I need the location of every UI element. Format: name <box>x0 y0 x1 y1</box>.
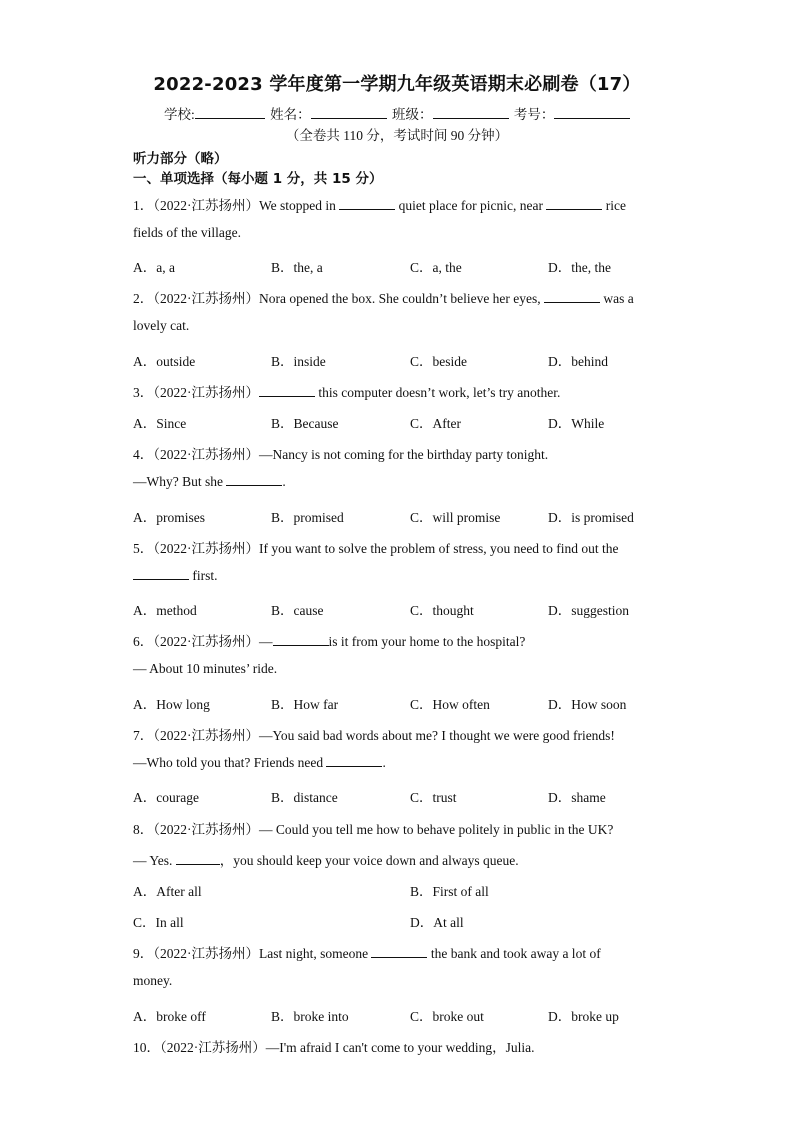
single-choice-section-heading: 一、单项选择（每小题 1 分，共 15 分） <box>133 171 383 187</box>
question-5-stem-cont <box>133 568 218 584</box>
question-5-option-d[interactable]: D．suggestion <box>548 603 629 618</box>
question-text: quiet place for picnic, near <box>395 198 547 213</box>
question-text: 9．（2022·江苏扬州）Last night, someone <box>133 946 372 961</box>
answer-blank[interactable] <box>339 198 395 210</box>
listening-section-heading: 听力部分（略） <box>133 151 228 167</box>
class-blank[interactable] <box>433 106 509 119</box>
question-text: this computer doesn’t work, let’s try another. <box>315 385 561 400</box>
question-1-option-a[interactable]: A．a, a <box>133 260 175 275</box>
question-text: . <box>282 474 286 489</box>
exam-number-label: 考号： <box>513 107 555 122</box>
question-8-stem-cont <box>133 849 519 869</box>
question-2-option-a[interactable]: A．outside <box>133 354 196 369</box>
answer-blank[interactable] <box>259 385 315 397</box>
question-8-option-c[interactable]: C．In all <box>133 915 184 930</box>
question-2-option-b[interactable]: B．inside <box>271 354 326 369</box>
question-text: first. <box>189 568 218 583</box>
question-10-stem: 10．（2022·江苏扬州）—I'm afraid I can't come to your wedding，Julia. <box>133 1040 535 1055</box>
answer-blank[interactable] <box>546 198 602 210</box>
question-text: . <box>382 755 386 770</box>
question-3-option-c[interactable]: C．After <box>410 416 461 431</box>
question-7-option-c[interactable]: C．trust <box>410 790 457 805</box>
answer-blank[interactable] <box>176 853 220 865</box>
question-1-stem-cont: fields of the village. <box>133 225 241 240</box>
question-7-option-d[interactable]: D．shame <box>548 790 606 805</box>
question-2-stem <box>133 287 634 307</box>
question-text: —Why? But she <box>133 474 227 489</box>
question-7-stem: 7．（2022·江苏扬州）—You said bad words about me? I thought we were good friends! <box>133 728 615 743</box>
question-5-option-c[interactable]: C．thought <box>410 603 474 618</box>
question-1-option-d[interactable]: D．the, the <box>548 260 611 275</box>
school-blank[interactable] <box>195 106 265 119</box>
question-3-option-a[interactable]: A．Since <box>133 416 187 431</box>
class-label: 班级： <box>392 107 433 122</box>
name-blank[interactable] <box>311 106 387 119</box>
student-info-line <box>164 103 632 123</box>
question-text: 6．（2022·江苏扬州）— <box>133 634 273 649</box>
question-1-option-c[interactable]: C．a, the <box>410 260 462 275</box>
question-8-option-a[interactable]: A．After all <box>133 884 202 899</box>
question-text: the bank and took away a lot of <box>427 946 601 961</box>
question-1-option-b[interactable]: B．the, a <box>271 260 323 275</box>
question-4-stem: 4．（2022·江苏扬州）—Nancy is not coming for the birthday party tonight. <box>133 447 549 462</box>
answer-blank[interactable] <box>133 568 189 580</box>
question-6-option-a[interactable]: A．How long <box>133 697 210 712</box>
question-2-stem-cont: lovely cat. <box>133 318 190 333</box>
question-8-option-d[interactable]: D．At all <box>410 915 464 930</box>
question-6-stem-cont: — About 10 minutes’ ride. <box>133 661 278 676</box>
answer-blank[interactable] <box>226 474 282 486</box>
question-8-stem: 8．（2022·江苏扬州）— Could you tell me how to behave politely in public in the UK? <box>133 822 614 837</box>
question-3-option-d[interactable]: D．While <box>548 416 605 431</box>
name-label: 姓名： <box>270 107 311 122</box>
question-6-option-c[interactable]: C．How often <box>410 697 490 712</box>
question-text: — Yes. <box>133 853 176 868</box>
question-4-stem-cont <box>133 474 286 490</box>
answer-blank[interactable] <box>371 946 427 958</box>
question-4-option-a[interactable]: A．promises <box>133 510 205 525</box>
question-text: 1．（2022·江苏扬州）We stopped in <box>133 198 340 213</box>
question-text: rice <box>602 198 626 213</box>
question-9-stem-cont: money. <box>133 973 173 988</box>
question-3-option-b[interactable]: B．Because <box>271 416 339 431</box>
exam-number-blank[interactable] <box>554 106 630 119</box>
question-6-stem <box>133 630 525 650</box>
question-4-option-b[interactable]: B．promised <box>271 510 344 525</box>
question-9-option-b[interactable]: B．broke into <box>271 1009 349 1024</box>
question-text: 2．（2022·江苏扬州）Nora opened the box. She couldn’t believe her eyes, <box>133 291 545 306</box>
question-2-option-c[interactable]: C．beside <box>410 354 467 369</box>
question-7-option-b[interactable]: B．distance <box>271 790 338 805</box>
exam-subtitle: （全卷共 110 分，考试时间 90 分钟） <box>285 128 509 143</box>
question-7-stem-cont <box>133 755 386 771</box>
question-3-stem <box>133 381 560 401</box>
question-9-option-c[interactable]: C．broke out <box>410 1009 484 1024</box>
question-text: 3．（2022·江苏扬州） <box>133 385 259 400</box>
question-6-option-d[interactable]: D．How soon <box>548 697 627 712</box>
question-2-option-d[interactable]: D．behind <box>548 354 608 369</box>
question-4-option-d[interactable]: D．is promised <box>548 510 634 525</box>
question-text: —Who told you that? Friends need <box>133 755 327 770</box>
question-6-option-b[interactable]: B．How far <box>271 697 339 712</box>
question-text: ，you should keep your voice down and always queue. <box>219 853 519 868</box>
page-title: 2022-2023 学年度第一学期九年级英语期末必刷卷（17） <box>153 74 641 95</box>
question-9-option-d[interactable]: D．broke up <box>548 1009 619 1024</box>
question-9-stem <box>133 942 601 962</box>
question-5-option-a[interactable]: A．method <box>133 603 197 618</box>
question-5-option-b[interactable]: B．cause <box>271 603 324 618</box>
question-7-option-a[interactable]: A．courage <box>133 790 199 805</box>
question-1-stem <box>133 194 626 214</box>
question-8-option-b[interactable]: B．First of all <box>410 884 489 899</box>
answer-blank[interactable] <box>544 291 600 303</box>
question-4-option-c[interactable]: C．will promise <box>410 510 501 525</box>
question-9-option-a[interactable]: A．broke off <box>133 1009 206 1024</box>
question-text: is it from your home to the hospital? <box>328 634 526 649</box>
answer-blank[interactable] <box>326 755 382 767</box>
question-text: was a <box>600 291 634 306</box>
question-5-stem: 5．（2022·江苏扬州）If you want to solve the problem of stress, you need to find out the <box>133 541 619 556</box>
answer-blank[interactable] <box>273 634 329 646</box>
school-label: 学校: <box>164 107 195 122</box>
